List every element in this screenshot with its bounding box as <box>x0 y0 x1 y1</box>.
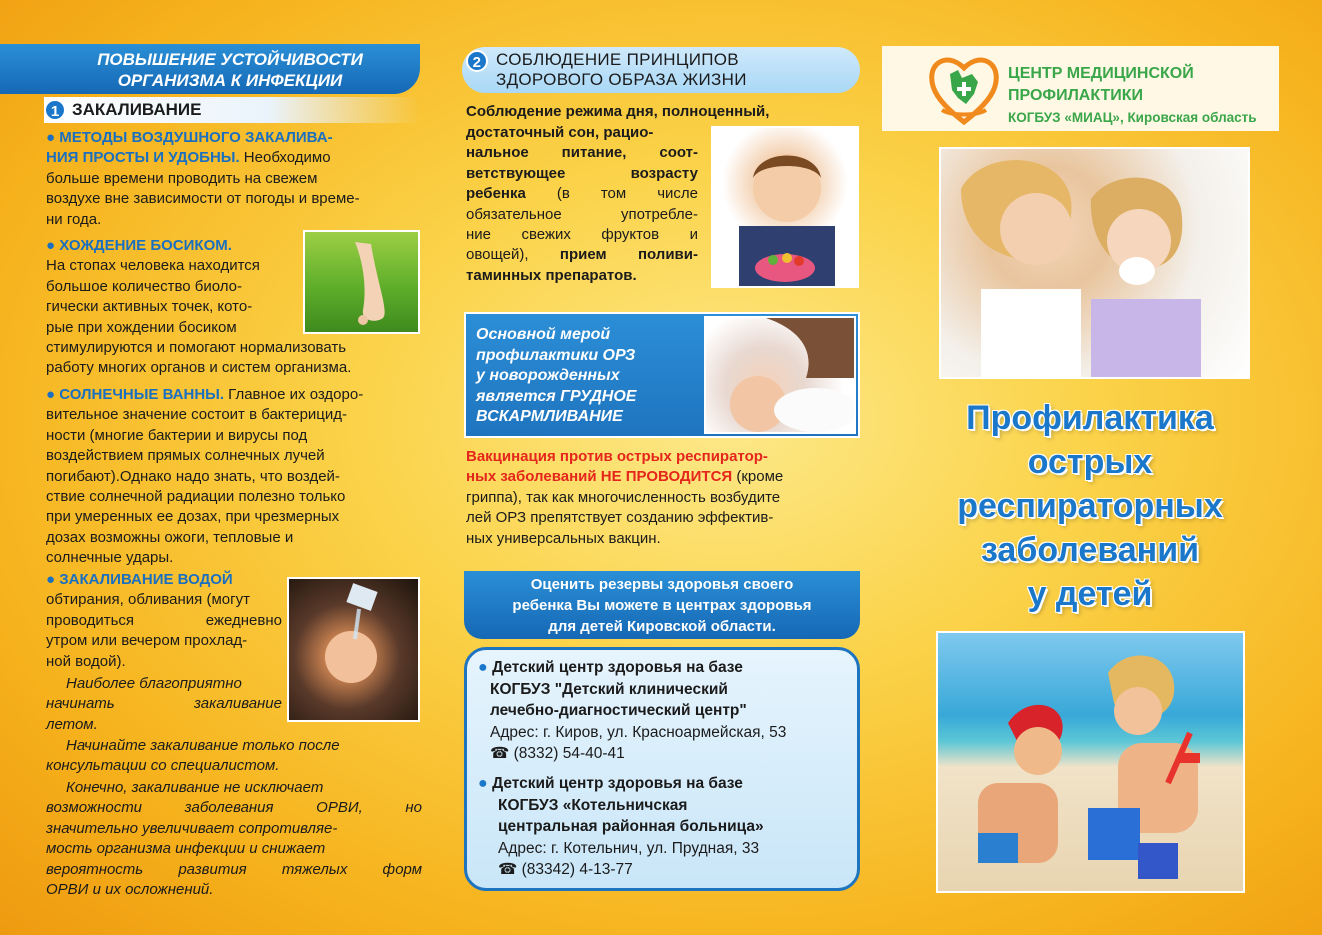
center-phone: (83342) 4-13-77 <box>521 861 633 879</box>
left-header-line2: ОРГАНИЗМА К ИНФЕКЦИИ <box>117 71 343 90</box>
brochure-title <box>935 396 1245 616</box>
note-orvi <box>46 778 422 900</box>
breastfeeding-line: профилактики ОРЗ <box>476 346 636 364</box>
regime-block <box>466 123 698 286</box>
barefoot-title: ХОЖДЕНИЕ БОСИКОМ. <box>59 237 232 254</box>
air-hardening-text: ни года. <box>46 210 102 228</box>
note-text: возможности заболевания ОРВИ, но <box>46 799 422 817</box>
regime-text: таминных препаратов. <box>466 266 637 284</box>
sun-baths-text: ствие солнечной радиации полезно только <box>46 488 346 506</box>
section-1-title: ЗАКАЛИВАНИЕ <box>72 100 202 119</box>
sun-baths-block <box>46 385 420 569</box>
health-centers-callout <box>464 571 860 639</box>
bullet-icon: ● <box>46 129 60 146</box>
note-text: начинать закаливание <box>46 695 282 713</box>
title-line: респираторных <box>957 487 1223 525</box>
bullet-icon: ● <box>478 659 493 676</box>
sun-baths-text: солнечные удары. <box>46 549 174 567</box>
breastfeeding-photo <box>704 316 856 434</box>
children-playing-sand-image <box>938 633 1245 893</box>
mother-child-photo <box>939 147 1250 379</box>
center-phone: (8332) 54-40-41 <box>513 745 625 763</box>
note-text: вероятность развития тяжелых форм <box>46 860 422 878</box>
sun-baths-text: Главное их оздоро- <box>224 386 364 403</box>
center-address: Адрес: г. Киров, ул. Красноармейская, 53 <box>490 723 787 741</box>
sun-baths-text: погибают).Однако надо знать, что воздей- <box>46 467 340 485</box>
callout-line: для детей Кировской области. <box>548 618 776 635</box>
center-name: КОГБУЗ «Котельничская <box>498 796 688 814</box>
left-header <box>0 44 420 94</box>
water-hardening-title: ЗАКАЛИВАНИЕ ВОДОЙ <box>59 571 233 588</box>
heart-map-logo-icon <box>928 52 1000 126</box>
sun-baths-title: СОЛНЕЧНЫЕ ВАННЫ. <box>59 386 225 403</box>
water-hardening-text: ной водой). <box>46 652 126 670</box>
boy-eating-photo <box>711 126 859 288</box>
bullet-icon: ● <box>46 237 60 254</box>
vaccination-text-red: Вакцинация против острых респиратор- <box>466 448 768 465</box>
center-name: Детский центр здоровья на базе <box>492 659 743 676</box>
barefoot-text: большое количество биоло- <box>46 277 243 295</box>
foot-image <box>305 232 420 334</box>
title-line: Профилактика <box>966 399 1214 437</box>
air-hardening-text: больше времени проводить на свежем <box>46 169 318 187</box>
callout-line: ребенка Вы можете в центрах здоровья <box>512 597 812 614</box>
organization-name-line: ЦЕНТР МЕДИЦИНСКОЙ <box>1008 65 1194 82</box>
vaccination-text: лей ОРЗ препятствует созданию эффектив- <box>466 509 774 527</box>
health-center-1 <box>478 657 858 765</box>
barefoot-text: рые при хождении босиком <box>46 318 237 336</box>
note-text: летом. <box>46 715 98 733</box>
water-hardening-block <box>46 570 282 672</box>
bullet-icon: ● <box>46 386 60 403</box>
bullet-icon: ● <box>46 571 60 588</box>
sun-baths-text: дозах возможны ожоги, тепловые и <box>46 528 294 546</box>
note-text: Наиболее благоприятно <box>66 675 242 692</box>
organization-name <box>1008 63 1278 129</box>
section-1-title-bar <box>44 97 420 123</box>
regime-text: обязательное употребле- <box>466 205 698 223</box>
section-2-number: 2 <box>466 50 488 72</box>
air-hardening-title-cont: НИЯ ПРОСТЫ И УДОБНЫ. <box>46 149 240 167</box>
mother-baby-image <box>706 318 856 434</box>
sun-baths-text: вительное значение состоит в бактерицид- <box>46 406 348 424</box>
phone-icon: ☎ <box>498 861 518 879</box>
section-1-number: 1 <box>44 99 66 121</box>
regime-text-bold: прием поливи- <box>559 246 698 264</box>
health-center-2 <box>478 773 858 881</box>
regime-text: ние свежих фруктов и <box>466 226 698 244</box>
note-text: значительно увеличивает сопротивляе- <box>46 819 338 837</box>
organization-subtitle: КОГБУЗ «МИАЦ», Кировская область <box>1008 110 1257 125</box>
note-consult <box>46 736 424 777</box>
children-beach-photo <box>936 631 1245 893</box>
air-hardening-text: Необходимо <box>239 149 331 167</box>
breastfeeding-text <box>476 325 706 428</box>
regime-text: овощей), <box>466 246 560 264</box>
air-hardening-text: воздухе вне зависимости от погоды и време- <box>46 190 360 208</box>
regime-line1: Соблюдение режима дня, полноценный, <box>466 103 770 120</box>
boy-eating-image <box>713 128 859 288</box>
vaccination-text: гриппа), так как многочисленность возбудите <box>466 488 781 506</box>
barefoot-text: На стопах человека находится <box>46 257 260 275</box>
air-hardening-block <box>46 128 420 230</box>
vaccination-text-red: ных заболеваний НЕ ПРОВОДИТСЯ <box>466 468 733 486</box>
sun-baths-text: ности (многие бактерии и вирусы под <box>46 426 308 444</box>
breastfeeding-line: у новорожденных <box>476 367 620 385</box>
regime-text: нальное питание, соот- <box>466 144 698 162</box>
note-text: консультации со специалистом. <box>46 757 280 775</box>
center-name: Детский центр здоровья на базе <box>492 775 743 792</box>
vaccination-block <box>466 447 862 549</box>
vaccination-text: (кроме <box>732 468 784 486</box>
left-header-line1: ПОВЫШЕНИЕ УСТОЙЧИВОСТИ <box>97 50 363 69</box>
regime-text: ветствующее возрасту <box>466 164 698 182</box>
sun-baths-text: воздействием прямых солнечных лучей <box>46 447 325 465</box>
phone-icon: ☎ <box>490 745 510 763</box>
note-summer <box>46 674 282 735</box>
water-hardening-text: проводиться ежедневно <box>46 611 282 629</box>
organization-name-line: ПРОФИЛАКТИКИ <box>1008 87 1144 104</box>
center-address: Адрес: г. Котельнич, ул. Прудная, 33 <box>498 839 760 857</box>
barefoot-block-cont <box>46 338 420 379</box>
center-name: лечебно-диагностический центр" <box>490 702 747 720</box>
barefoot-photo <box>303 230 420 334</box>
center-name: КОГБУЗ "Детский клинический <box>490 680 728 698</box>
note-text: Начинайте закаливание только после <box>66 737 340 754</box>
note-text: Конечно, закаливание не исключает <box>66 779 324 796</box>
barefoot-text: стимулируются и помогают нормализовать <box>46 339 347 356</box>
title-line: острых <box>1027 443 1153 481</box>
title-line: заболеваний <box>980 531 1200 569</box>
barefoot-text: работу многих органов и систем организма. <box>46 359 352 377</box>
breastfeeding-line: является ГРУДНОЕ <box>476 387 637 405</box>
title-line: у детей <box>1027 575 1153 613</box>
regime-text: (в том числе <box>525 185 698 203</box>
vaccination-text: ных универсальных вакцин. <box>466 529 661 547</box>
breastfeeding-line: ВСКАРМЛИВАНИЕ <box>476 408 623 426</box>
note-text: мость организма инфекции и снижает <box>46 840 326 858</box>
middle-header-line1: СОБЛЮДЕНИЕ ПРИНЦИПОВ <box>496 50 739 69</box>
water-hardening-photo <box>287 577 420 722</box>
regime-text: достаточный сон, рацио- <box>466 124 654 141</box>
barefoot-block <box>46 236 298 338</box>
sun-baths-text: при умеренных ее дозах, при чрезмерных <box>46 508 340 526</box>
center-name: центральная районная больница» <box>498 818 764 836</box>
water-hardening-text: утром или вечером прохлад- <box>46 632 248 650</box>
breastfeeding-line: Основной мерой <box>476 326 611 343</box>
water-hardening-text: обтирания, обливания (могут <box>46 591 250 609</box>
note-text: ОРВИ и их осложнений. <box>46 881 214 899</box>
middle-header <box>462 47 860 93</box>
callout-line: Оценить резервы здоровья своего <box>530 576 794 593</box>
child-pouring-water-image <box>289 579 420 722</box>
regime-text-bold: ребенка <box>466 185 526 203</box>
air-hardening-title: МЕТОДЫ ВОЗДУШНОГО ЗАКАЛИВА- <box>59 129 333 146</box>
middle-header-line2: ЗДОРОВОГО ОБРАЗА ЖИЗНИ <box>496 70 747 89</box>
mother-wiping-nose-image <box>941 149 1250 379</box>
barefoot-text: гически активных точек, кото- <box>46 298 253 316</box>
bullet-icon: ● <box>478 775 493 792</box>
